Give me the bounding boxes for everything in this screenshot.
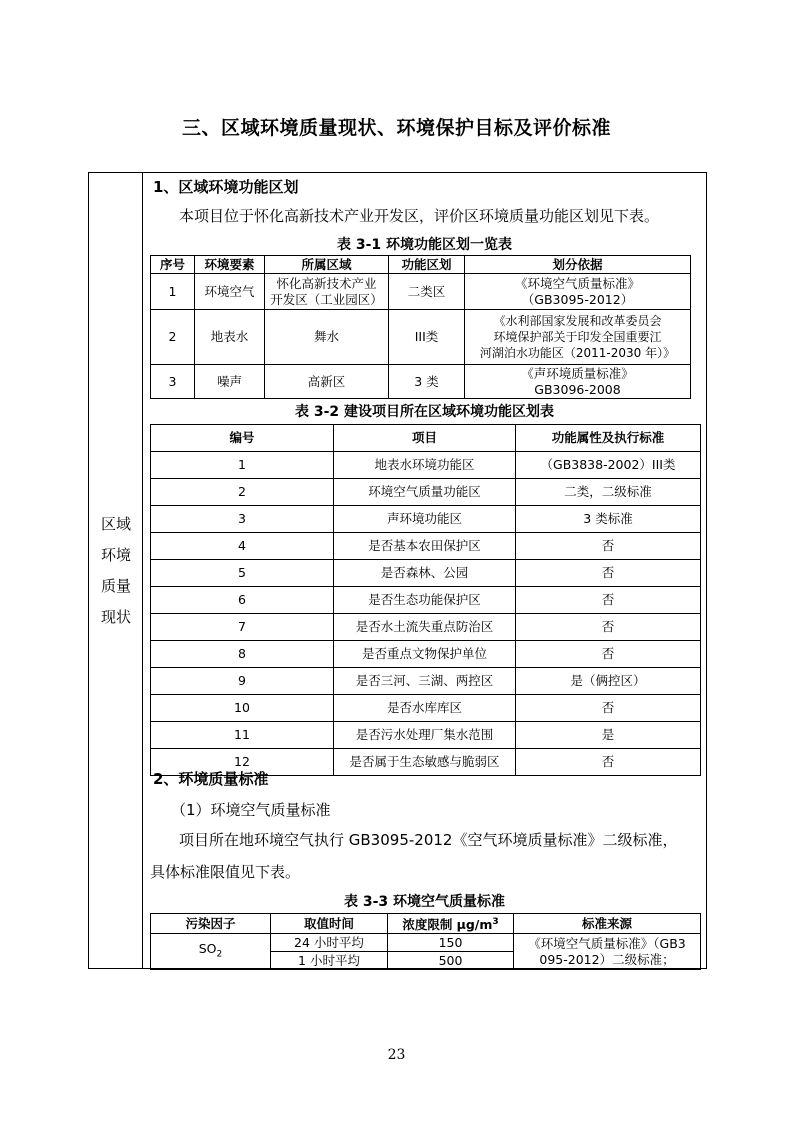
table-cell: 是否属于生态敏感与脆弱区 <box>334 749 516 776</box>
table-cell: 环境空气 <box>195 274 265 310</box>
table-cell <box>514 934 701 970</box>
table-cell: （GB3838-2002）III类 <box>516 452 701 479</box>
cell-line: （GB3095-2012） <box>521 291 634 307</box>
section2-heading: 2、环境质量标准 <box>153 770 269 788</box>
table-cell: 二类，二级标准 <box>516 479 701 506</box>
cell-line: 095-2012）二级标准； <box>539 951 675 967</box>
table1-header: 环境要素 <box>195 256 265 274</box>
table-cell: 2 <box>151 310 195 365</box>
table-cell: 高新区 <box>265 365 389 399</box>
table-cell: 500 <box>388 952 514 970</box>
table-cell: 3 类标准 <box>516 506 701 533</box>
table2-header: 项目 <box>334 425 516 452</box>
table-cell: 4 <box>151 533 334 560</box>
table3 <box>150 913 701 970</box>
table2-header: 编号 <box>151 425 334 452</box>
table1-header: 划分依据 <box>465 256 691 274</box>
section1-heading: 1、区域环境功能区划 <box>153 178 299 196</box>
table-row <box>151 695 701 722</box>
table3-header: 污染因子 <box>151 914 271 934</box>
table-cell: 舞水 <box>265 310 389 365</box>
table-cell: 地表水 <box>195 310 265 365</box>
table-cell: 否 <box>516 749 701 776</box>
table-cell: 6 <box>151 587 334 614</box>
table-cell: 声环境功能区 <box>334 506 516 533</box>
section2-sub1: （1）环境空气质量标准 <box>171 801 331 819</box>
table-cell: 否 <box>516 641 701 668</box>
section2-para-line2: 具体标准限值见下表。 <box>150 863 301 881</box>
table-row <box>151 641 701 668</box>
table-cell: 8 <box>151 641 334 668</box>
table-cell: 2 <box>151 479 334 506</box>
left-label-line: 环境 <box>100 546 131 564</box>
table3-caption: 表 3-3 环境空气质量标准 <box>343 894 506 910</box>
table-cell: 9 <box>151 668 334 695</box>
table-cell: 3 <box>151 365 195 399</box>
section2-para-line1: 项目所在地环境空气执行 GB3095-2012《空气环境质量标准》二级标准， <box>179 831 678 849</box>
table-cell: 1 小时平均 <box>271 952 388 970</box>
table-cell: 噪声 <box>195 365 265 399</box>
table-cell: 是否三河、三湖、两控区 <box>334 668 516 695</box>
table-cell <box>151 934 271 970</box>
table-cell: 否 <box>516 587 701 614</box>
table-cell: 12 <box>151 749 334 776</box>
table-row <box>151 274 691 310</box>
left-label-line: 现状 <box>100 608 131 626</box>
table3-header-text: 浓度限制 μg/m <box>402 917 493 933</box>
table3-header-sup: 3 <box>492 917 499 927</box>
table-row <box>151 310 691 365</box>
table3-header: 标准来源 <box>514 914 701 934</box>
cell-line: 环境保护部关于印发全国重要江 <box>493 330 662 344</box>
table2-header-row <box>151 425 701 452</box>
table-cell: 10 <box>151 695 334 722</box>
table1-header-row <box>151 256 691 274</box>
table-row <box>151 587 701 614</box>
table1-header: 序号 <box>151 256 195 274</box>
table-cell: 是 <box>516 722 701 749</box>
table-cell: 11 <box>151 722 334 749</box>
table3-header-row <box>151 914 701 934</box>
table-row <box>151 479 701 506</box>
table-row <box>151 506 701 533</box>
cell-line: 《环境空气质量标准》（GB3 <box>528 935 686 951</box>
table2-header: 功能属性及执行标准 <box>516 425 701 452</box>
page-title: 三、区域环境质量现状、环境保护目标及评价标准 <box>181 117 611 139</box>
table-cell: 否 <box>516 614 701 641</box>
table-cell: 3 <box>151 506 334 533</box>
table-cell <box>465 365 691 399</box>
table-cell: 是否水土流失重点防治区 <box>334 614 516 641</box>
cell-line: 《水利部国家发展和改革委员会 <box>493 314 662 328</box>
left-label-line: 区域 <box>100 515 131 533</box>
table-cell: 否 <box>516 560 701 587</box>
table-cell <box>265 274 389 310</box>
table3-header: 取值时间 <box>271 914 388 934</box>
table-row <box>151 560 701 587</box>
left-label <box>89 509 143 633</box>
table-row <box>151 365 691 399</box>
table-row <box>151 452 701 479</box>
table-cell: 是否森林、公园 <box>334 560 516 587</box>
cell-line: 《声环境质量标准》 <box>521 365 634 381</box>
table-cell: 是否重点文物保护单位 <box>334 641 516 668</box>
table-row <box>151 722 701 749</box>
table-cell <box>465 310 691 365</box>
pollutant-name: SO <box>198 940 217 956</box>
cell-line: 开发区（工业园区） <box>270 291 383 307</box>
table-row <box>151 533 701 560</box>
cell-line: 《环境空气质量标准》 <box>514 275 640 291</box>
table-cell: 1 <box>151 274 195 310</box>
table-row <box>151 614 701 641</box>
table-cell: 是否生态功能保护区 <box>334 587 516 614</box>
table-cell: 150 <box>388 934 514 952</box>
table-cell: 是否基本农田保护区 <box>334 533 516 560</box>
page-number: 23 <box>387 1047 406 1063</box>
table-cell <box>465 274 691 310</box>
table-cell: 二类区 <box>389 274 465 310</box>
left-column <box>89 173 143 968</box>
section1-intro: 本项目位于怀化高新技术产业开发区，评价区环境质量功能区划见下表。 <box>179 207 660 225</box>
table-cell: 否 <box>516 695 701 722</box>
table-cell: 3 类 <box>389 365 465 399</box>
table-cell: 5 <box>151 560 334 587</box>
table1-caption: 表 3-1 环境功能区划一览表 <box>336 237 513 253</box>
table-cell: 7 <box>151 614 334 641</box>
cell-line: GB3096-2008 <box>534 381 621 397</box>
cell-line: 河湖泊水功能区（2011-2030 年）》 <box>479 346 676 360</box>
table2 <box>150 424 701 776</box>
table-cell: 否 <box>516 533 701 560</box>
cell-line: 怀化高新技术产业 <box>276 275 377 291</box>
table-row <box>151 668 701 695</box>
table-cell: 环境空气质量功能区 <box>334 479 516 506</box>
table2-caption: 表 3-2 建设项目所在区域环境功能区划表 <box>294 404 555 420</box>
table-cell: III类 <box>389 310 465 365</box>
pollutant-sub: 2 <box>216 949 223 960</box>
table-cell: 是（俩控区） <box>516 668 701 695</box>
table-cell: 24 小时平均 <box>271 934 388 952</box>
content-frame <box>88 172 707 969</box>
left-label-line: 质量 <box>100 577 131 595</box>
table1-header: 功能区划 <box>389 256 465 274</box>
table3-header <box>388 914 514 934</box>
content-area <box>143 173 706 968</box>
table-cell: 是否污水处理厂集水范围 <box>334 722 516 749</box>
table-cell: 1 <box>151 452 334 479</box>
table1 <box>150 255 691 399</box>
table1-header: 所属区域 <box>265 256 389 274</box>
table-cell: 是否水库库区 <box>334 695 516 722</box>
table-row <box>151 934 701 952</box>
table-cell: 地表水环境功能区 <box>334 452 516 479</box>
